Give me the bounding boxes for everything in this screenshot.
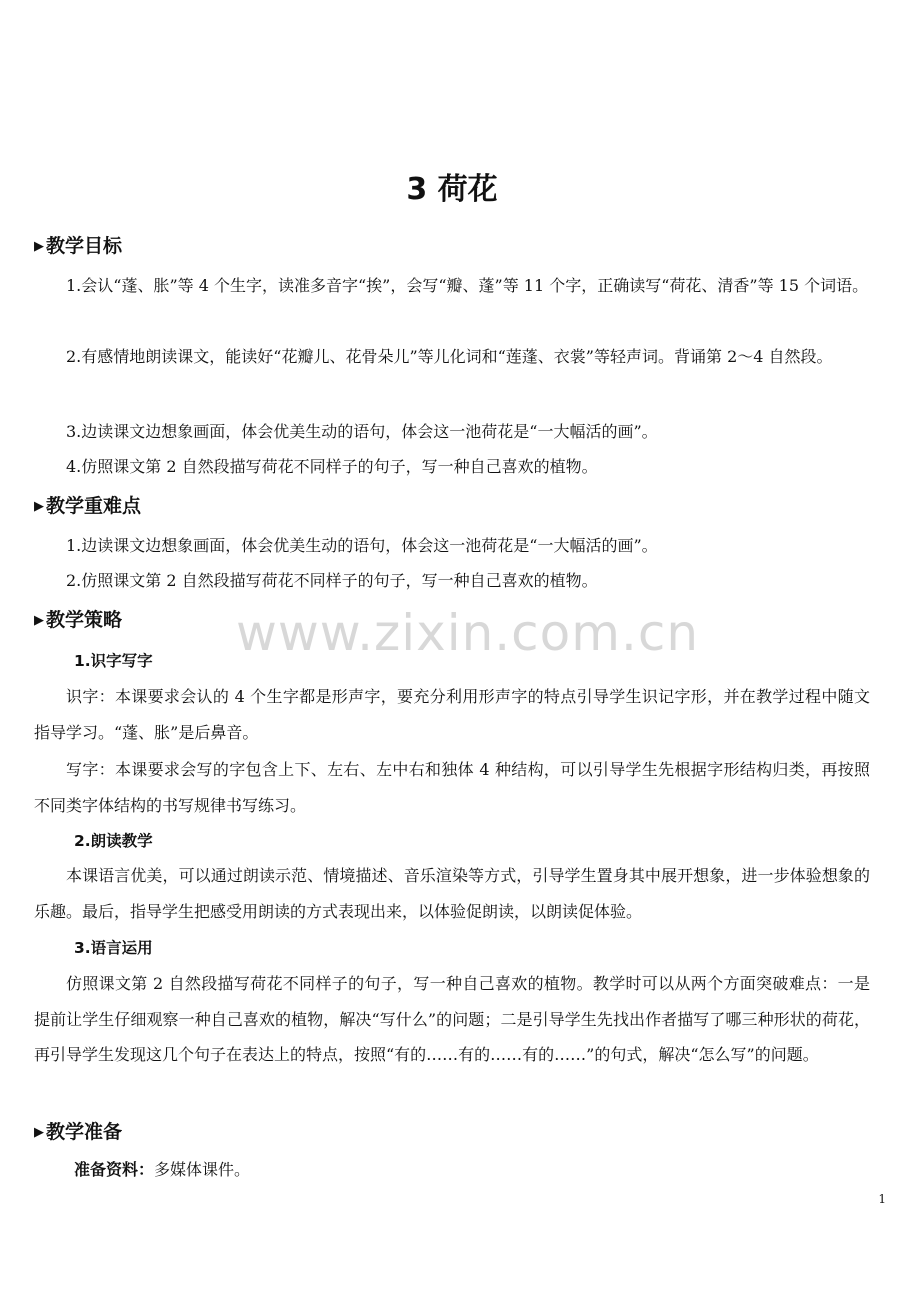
preparation-label: 准备资料： (74, 1160, 155, 1179)
goal-item-3: 3.边读课文边想象画面，体会优美生动的语句，体会这一池荷花是“一大幅活的画”。 (66, 422, 658, 441)
goal-item-4: 4.仿照课文第 2 自然段描写荷花不同样子的句子，写一种自己喜欢的植物。 (66, 457, 598, 476)
goal-item-2: 2.有感情地朗读课文，能读好“花瓣儿、花骨朵儿”等儿化词和“莲蓬、衣裳”等轻声词。背诵第 2～4 自然段。 (66, 347, 833, 366)
page-title: 3 荷花 (406, 172, 498, 207)
key-point-2: 2.仿照课文第 2 自然段描写荷花不同样子的句子，写一种自己喜欢的植物。 (66, 571, 598, 590)
paragraph-language-use: 仿照课文第 2 自然段描写荷花不同样子的句子，写一种自己喜欢的植物。教学时可以从两个方面突破难点：一是提前让学生仔细观察一种自己喜欢的植物，解决“写什么”的问题；二是引导学生先找出作者描写了哪三种形状的荷花，再引导学生发现这几个句子在表达上的特点，按照“有的……有的……有的……”的句式，解决“怎么写”的问题。 (34, 974, 870, 1064)
triangle-bullet-icon: ▶ (34, 613, 44, 628)
paragraph-literacy-recognize: 识字：本课要求会认的 4 个生字都是形声字，要充分利用形声字的特点引导学生识记字形，并在教学过程中随文指导学习。“蓬、胀”是后鼻音。 (34, 687, 870, 742)
section-heading-text: 教学目标 (46, 235, 123, 257)
goal-item-1: 1.会认“蓬、胀”等 4 个生字，读准多音字“挨”，会写“瓣、蓬”等 11 个字，正确读写“荷花、清香”等 15 个词语。 (66, 276, 869, 295)
paragraph-reading: 本课语言优美，可以通过朗读示范、情境描述、音乐渲染等方式，引导学生置身其中展开想象，进一步体验想象的乐趣。最后，指导学生把感受用朗读的方式表现出来，以体验促朗读，以朗读促体验。 (34, 866, 870, 921)
section-heading-text: 教学重难点 (46, 495, 142, 517)
section-heading-key-points (34, 492, 141, 521)
watermark: www.zixin.com.cn (236, 604, 700, 662)
subheading-reading: 2.朗读教学 (74, 832, 153, 850)
section-heading-goals (34, 232, 122, 261)
section-heading-text: 教学策略 (46, 609, 123, 631)
page-number: 1 (878, 1192, 886, 1206)
section-heading-preparation (34, 1118, 122, 1147)
subheading-literacy: 1.识字写字 (74, 652, 153, 670)
key-point-1: 1.边读课文边想象画面，体会优美生动的语句，体会这一池荷花是“一大幅活的画”。 (66, 536, 658, 555)
preparation-line (74, 1156, 250, 1184)
section-heading-strategy (34, 606, 122, 635)
paragraph-literacy-write: 写字：本课要求会写的字包含上下、左右、左中右和独体 4 种结构，可以引导学生先根据字形结构归类，再按照不同类字体结构的书写规律书写练习。 (34, 760, 870, 815)
triangle-bullet-icon: ▶ (34, 1125, 44, 1140)
preparation-value: 多媒体课件。 (154, 1160, 251, 1179)
section-heading-text: 教学准备 (46, 1121, 123, 1143)
triangle-bullet-icon: ▶ (34, 499, 44, 514)
triangle-bullet-icon: ▶ (34, 239, 44, 254)
subheading-language-use: 3.语言运用 (74, 939, 153, 957)
